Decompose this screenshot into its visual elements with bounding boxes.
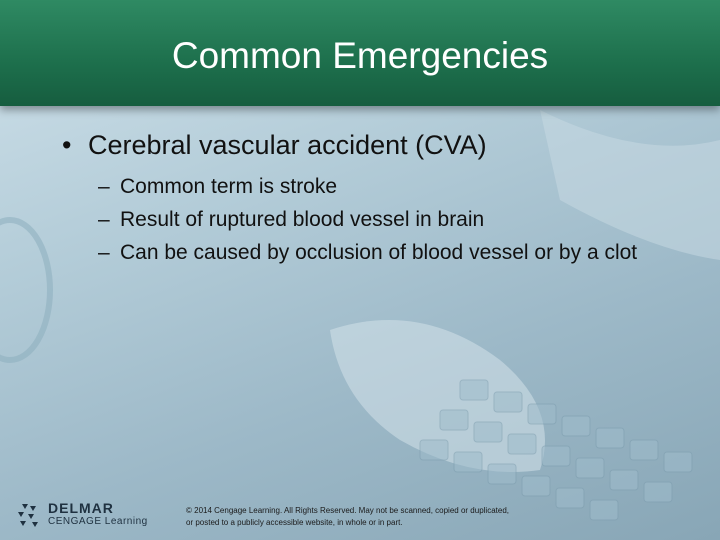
slide-title: Common Emergencies [171, 35, 549, 76]
dash-icon: – [98, 208, 110, 231]
sub-bullet-list [98, 170, 658, 269]
sub-bullet-text: Common term is stroke [120, 175, 338, 198]
delmar-cengage-logo [16, 500, 166, 534]
dash-icon: – [98, 241, 110, 264]
dash-icon: – [98, 175, 110, 198]
bullet-icon: • [62, 130, 72, 160]
copyright-notice: © 2014 Cengage Learning. All Rights Reserved. May not be scanned, copied or duplicated, or posted to a publicly accessible website, in whole or in part. [186, 506, 509, 527]
title-bar [0, 0, 720, 106]
sub-bullet [98, 236, 658, 269]
logo-mark-icon [16, 502, 42, 530]
sub-bullet [98, 170, 658, 203]
logo-line-2: CENGAGE Learning [48, 516, 148, 527]
sub-bullet-text: Can be caused by occlusion of blood vessel or by a clot [120, 241, 638, 264]
logo-line-1: DELMAR [48, 500, 114, 516]
main-bullet-text: Cerebral vascular accident (CVA) [88, 130, 487, 160]
sub-bullet-text: Result of ruptured blood vessel in brain [120, 208, 485, 231]
sub-bullet [98, 203, 658, 236]
